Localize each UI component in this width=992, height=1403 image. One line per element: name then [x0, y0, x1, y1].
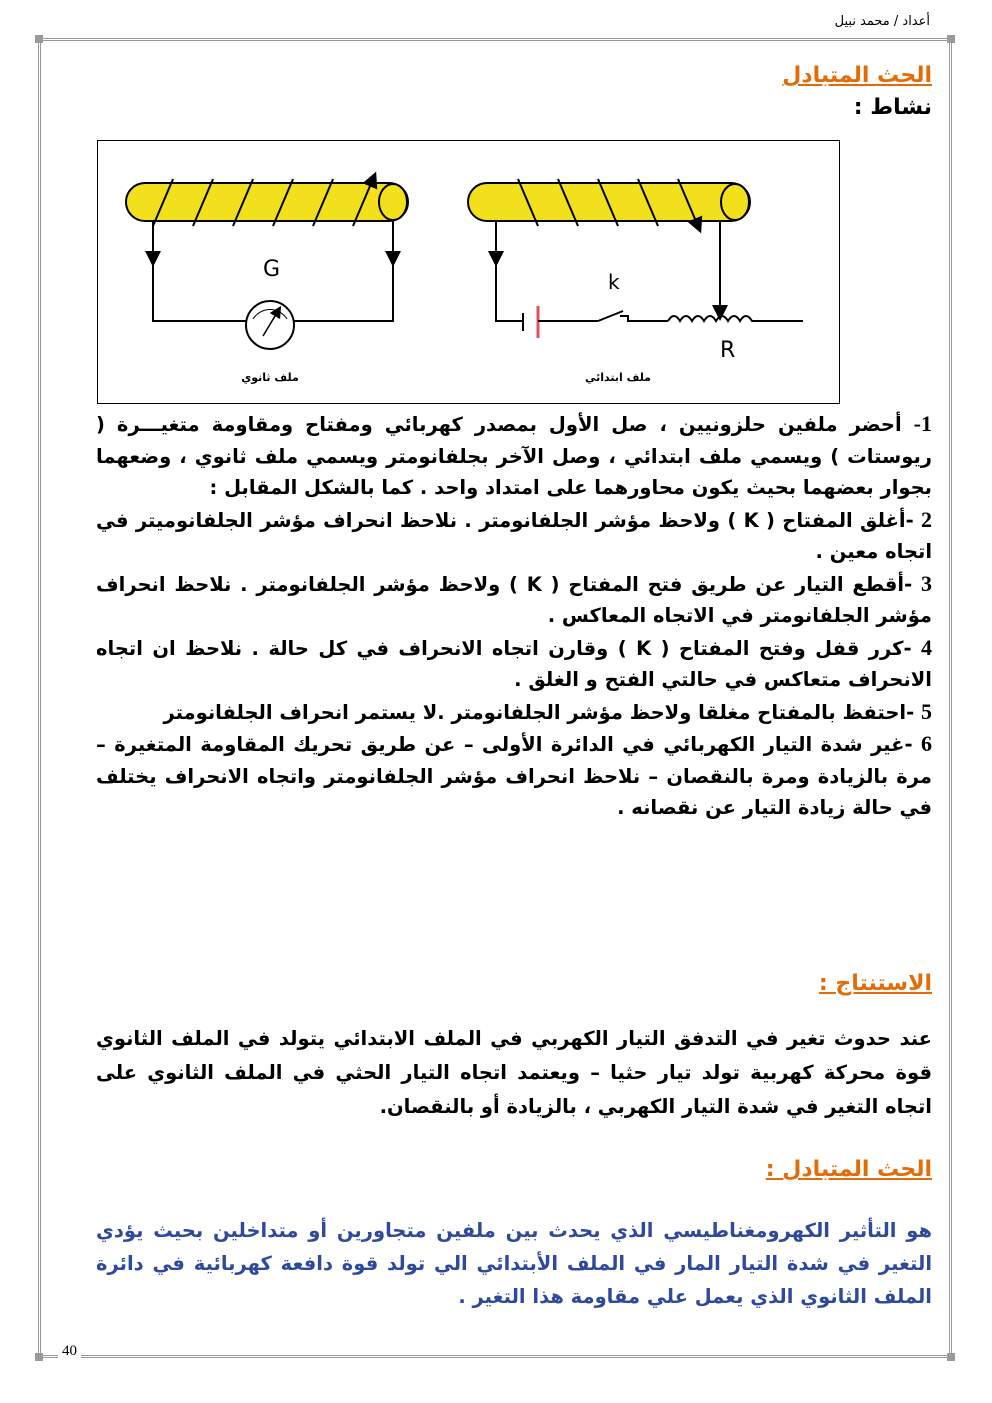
- page-number: 40: [58, 1343, 81, 1360]
- step-text: أحضر ملفين حلزونيين ، صل الأول بمصدر كهربائي ومفتاح ومقاومة متغيـــرة ( ريوستات ) ويسمي ملف ابتدائي ، وصل الآخر بجلفانومتر ويسمي ملف ثانوي ، وضعهما بجوار بعضهما بحيث يكون محاورهما على امتداد واحد . كما بالشكل المقابل :: [96, 413, 932, 499]
- definition-text: هو التأثير الكهرومغناطيسي الذي يحدث بين ملفين متجاورين أو متداخلين بحيث يؤدي التغير في شدة التيار المار في الملف الأبتدائي الي تولد قوة دافعة كهربائية في دائرة الملف الثانوي الذي يعمل علي مقاومة هذا التغير .: [96, 1219, 932, 1308]
- step-number: 3: [921, 570, 932, 596]
- caption-primary-coil: ملف ابتدائي: [584, 371, 652, 384]
- title-block: [96, 60, 932, 124]
- step-number: 4: [921, 634, 932, 660]
- step-6: [96, 728, 932, 824]
- rheostat-icon: [668, 316, 803, 321]
- label-g: G: [263, 257, 281, 282]
- switch-icon: [598, 311, 623, 321]
- step-number: 5: [921, 698, 932, 724]
- step-1: [96, 408, 932, 504]
- step-number: 1-: [913, 411, 932, 436]
- step-5: [96, 696, 932, 729]
- step-3: [96, 568, 932, 632]
- conclusion-title: الاستنتاج :: [818, 971, 932, 996]
- label-r: R: [720, 338, 736, 363]
- secondary-circuit: [153, 221, 393, 349]
- step-text: -احتفظ بالمفتاح مغلقا ولاحظ مؤشر الجلفانومتر .لا يستمر انحراف الجلفانومتر: [163, 700, 921, 724]
- primary-circuit: [496, 221, 803, 338]
- page-title: الحث المتبادل: [782, 63, 932, 88]
- circuit-svg: [98, 141, 839, 403]
- step-4: [96, 632, 932, 696]
- secondary-coil: [126, 179, 408, 226]
- step-text: -أغلق المفتاح ( K ) ولاحظ مؤشر الجلفانومتر . نلاحظ انحراف مؤشر الجلفانوميتر في اتجاه معين .: [96, 508, 932, 563]
- caption-secondary-coil: ملف ثانوي: [241, 371, 299, 384]
- induction-diagram: [97, 140, 840, 404]
- step-number: 6: [921, 731, 932, 756]
- activity-label: نشاط :: [853, 95, 932, 120]
- step-2: [96, 504, 932, 568]
- step-number: 2: [921, 506, 932, 532]
- definition-title: الحث المتبادل :: [765, 1157, 932, 1182]
- step-text: -أقطع التيار عن طريق فتح المفتاح ( K ) ولاحظ مؤشر الجلفانومتر . نلاحظ انحراف مؤشر الجلفانومتر في الاتجاه المعاكس .: [96, 572, 932, 627]
- author-credit: أعداد / محمد نبيل: [834, 14, 930, 29]
- activity-steps: [96, 408, 932, 824]
- step-text: -غير شدة التيار الكهربائي في الدائرة الأولى – عن طريق تحريك المقاومة المتغيرة – مرة بالزيادة ومرة بالنقصان – نلاحظ انحراف مؤشر الجلفانومتر واتجاه الانحراف يختلف في حالة زيادة التيار عن نقصانه .: [96, 733, 932, 819]
- label-k: k: [608, 270, 620, 294]
- primary-coil: [468, 179, 750, 226]
- step-text: -كرر قفل وفتح المفتاح ( K ) وقارن اتجاه الانحراف في كل حالة . نلاحظ ان اتجاه الانحراف متعاكس في حالتي الفتح و الغلق .: [96, 636, 932, 691]
- conclusion-text: عند حدوث تغير في التدفق التيار الكهربي في الملف الابتدائي يتولد في الملف الثانوي قوة محركة كهربية تولد تيار حثيا – ويعتمد اتجاه التيار الحثي في الملف الثانوي على اتجاه التغير في شدة التيار الكهربي ، بالزيادة أو بالنقصان.: [96, 1027, 932, 1118]
